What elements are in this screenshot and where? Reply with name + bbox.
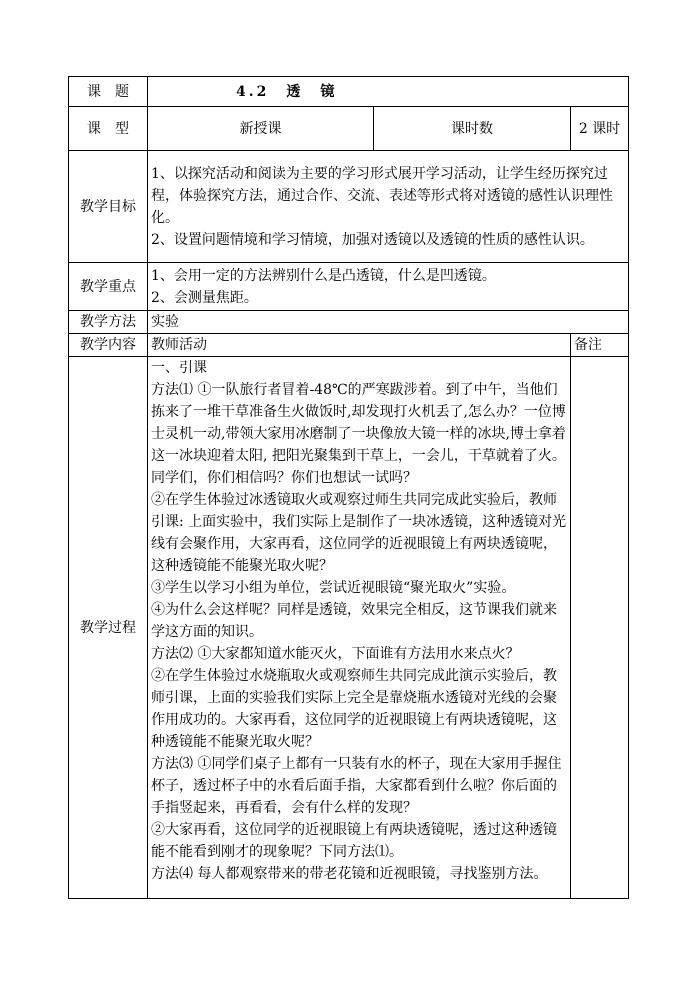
- goal-item: 1、以探究活动和阅读为主要的学习形式展开学习活动，让学生经历探究过程，体验探究方法，通过合作、交流、表述等形式将对透镜的感性认识理性化。: [151, 165, 613, 226]
- key-point-item: 1、会用一定的方法辨别什么是凸透镜，什么是凹透镜。: [151, 267, 496, 284]
- process-paragraph: 方法⑵ ①大家都知道水能灭火，下面谁有方法用水来点火？: [151, 646, 520, 662]
- topic-label: 课 题: [69, 77, 148, 107]
- topic-row: [69, 77, 629, 107]
- key-point-item: 2、会测量焦距。: [151, 289, 258, 306]
- key-points-row: [69, 263, 629, 311]
- topic-value: 4.2 透 镜: [148, 77, 629, 107]
- remark-header: 备注: [571, 334, 629, 357]
- method-row: [69, 311, 629, 334]
- activity-header: 教师活动: [148, 334, 571, 357]
- type-value: 新授课: [148, 107, 374, 151]
- process-row: [69, 357, 629, 899]
- content-row: [69, 334, 629, 357]
- process-paragraph: ②在学生体验过冰透镜取火或观察过师生共同完成此实验后，教师引课: 上面实验中，我们实际上是制作了一块冰透镜，这种透镜对光线有会聚作用，大家再看，这位同学的近视眼镜上有两块透镜呢，这种透镜能不能聚光取火呢？: [151, 492, 567, 574]
- process-paragraph: ②在学生体验过水烧瓶取火或观察师生共同完成此演示实验后，教师引课，上面的实验我们实际上完全是靠烧瓶水透镜对光线的会聚作用成功的。大家再看，这位同学的近视眼镜上有两块透镜呢，这种透镜能不能聚光取火呢？: [151, 668, 557, 750]
- method-label: 教学方法: [69, 311, 148, 334]
- hours-value: 2 课时: [571, 107, 629, 151]
- process-paragraph: 方法⑷ 每人都观察带来的带老花镜和近视眼镜，寻找鉴别方法。: [151, 866, 548, 882]
- hours-label: 课时数: [374, 107, 571, 151]
- process-paragraph: 方法⑶ ①同学们桌子上都有一只装有水的杯子，现在大家用手握住杯子，透过杯子中的水看后面手指，大家都看到什么啦？你后面的手指竖起来，再看看，会有什么样的发现？: [151, 756, 562, 816]
- remark-cell: [571, 357, 629, 899]
- process-text: [148, 357, 571, 899]
- key-points-text: [148, 263, 629, 311]
- goals-text: [148, 151, 629, 263]
- goals-row: [69, 151, 629, 263]
- process-paragraph: ③学生以学习小组为单位，尝试近视眼镜“聚光取火”实验。: [151, 580, 516, 596]
- process-paragraph: 方法⑴ ①一队旅行者冒着-48℃的严寒跋涉着。到了中午，当他们拣来了一堆干草准备生火做饭时,却发现打火机丢了,怎么办？一位博士灵机一动,带领大家用冰磨制了一块像放大镜一样的冰块,博士拿着这一冰块迎着太阳, 把阳光聚集到干草上，一会儿，干草就着了火。同学们，你们相信吗？你们也想试一试吗？: [151, 382, 566, 486]
- type-label: 课 型: [69, 107, 148, 151]
- goals-label: 教学目标: [69, 151, 148, 263]
- process-paragraph: 一、引课: [151, 360, 207, 376]
- lesson-plan-table: [68, 76, 629, 899]
- content-label: 教学内容: [69, 334, 148, 357]
- process-label: 教学过程: [69, 357, 148, 899]
- type-row: [69, 107, 629, 151]
- process-paragraph: ④为什么会这样呢？同样是透镜，效果完全相反，这节课我们就来学这方面的知识。: [151, 602, 557, 640]
- process-paragraph: ②大家再看，这位同学的近视眼镜上有两块透镜呢，透过这种透镜能不能看到刚才的现象呢？下同方法⑴。: [151, 822, 557, 860]
- goal-item: 2、设置问题情境和学习情境，加强对透镜以及透镜的性质的感性认识。: [151, 231, 594, 248]
- key-points-label: 教学重点: [69, 263, 148, 311]
- method-value: 实验: [148, 311, 629, 334]
